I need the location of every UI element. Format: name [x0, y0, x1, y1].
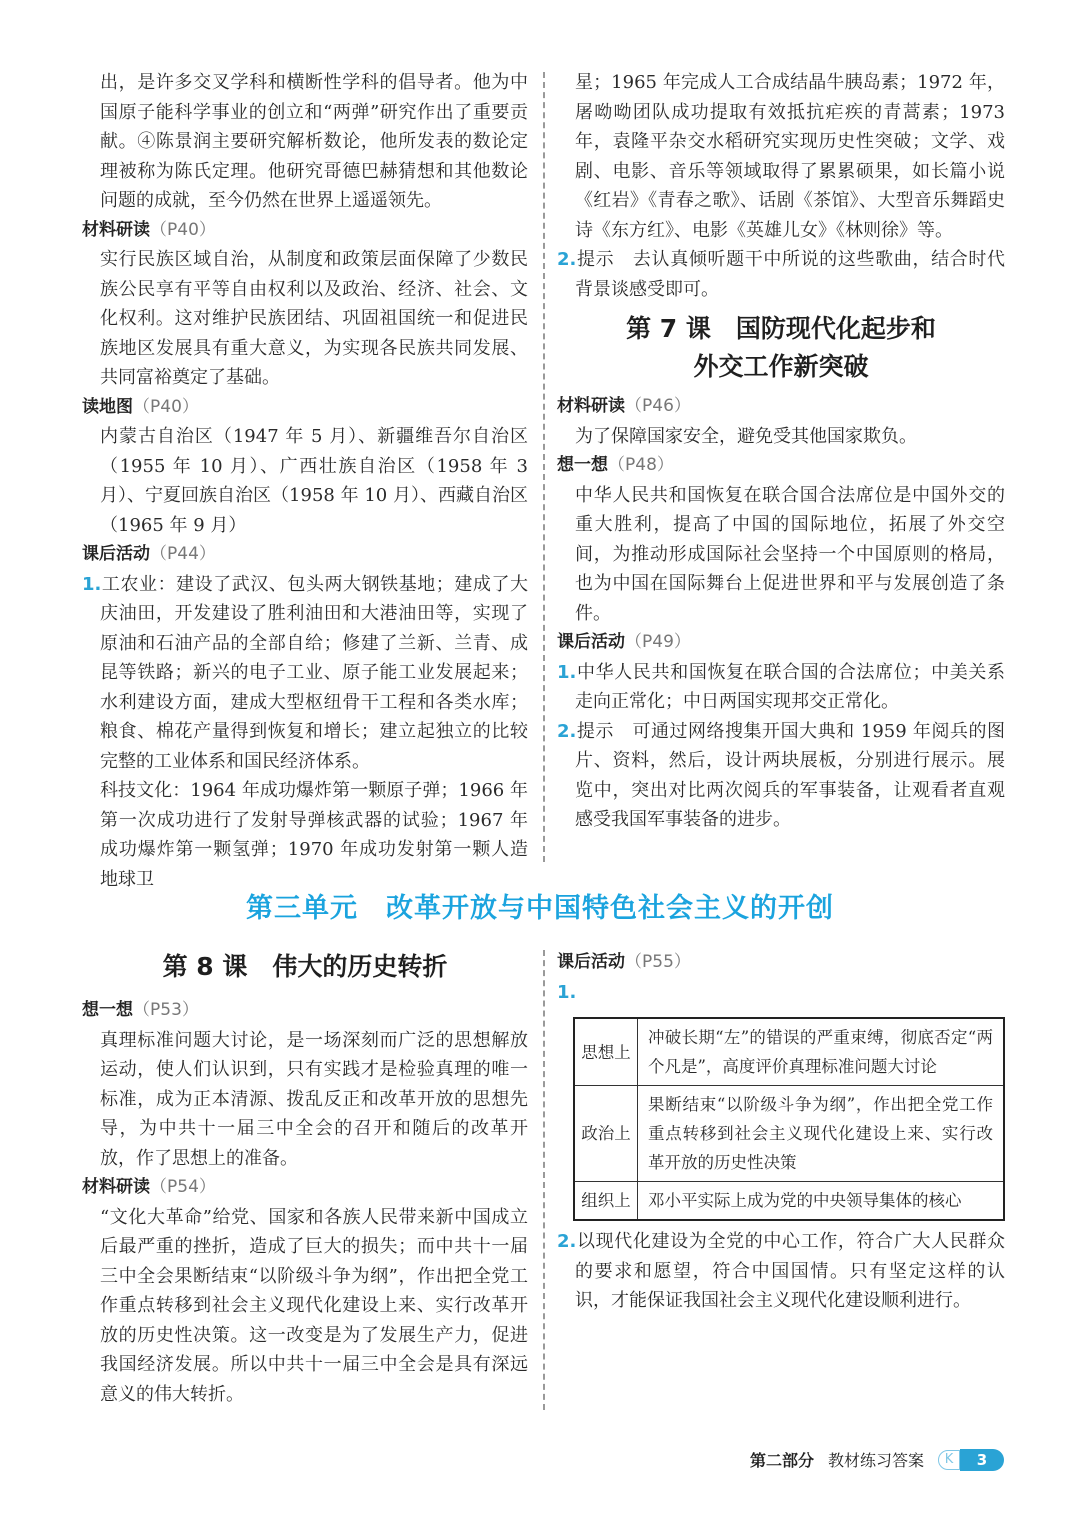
item-number: 2. [557, 249, 577, 270]
heading-text: 材料研读 [557, 396, 625, 416]
heading-page-ref: （P40） [133, 396, 199, 417]
answer-item-2 [557, 717, 1005, 835]
heading-page-ref: （P48） [608, 455, 674, 475]
left-column-top [82, 68, 528, 894]
left-column-bottom [82, 948, 528, 1409]
table-row-value: 邓小平实际上成为党的中央领导集体的核心 [638, 1182, 1005, 1221]
item-number: 2. [557, 1231, 577, 1252]
heading-page-ref: （P55） [625, 952, 691, 972]
heading-page-ref: （P46） [625, 396, 691, 416]
table-row [574, 1182, 1004, 1221]
heading-text: 课后活动 [82, 544, 150, 564]
right-column-top [557, 68, 1005, 835]
page-number: 3 [960, 1449, 1004, 1471]
answer-item-2 [557, 1227, 1005, 1316]
answer-item-1 [557, 658, 1005, 717]
heading-page-ref: （P53） [133, 1000, 199, 1020]
answer-text: 提示 去认真倾听题干中所说的这些歌曲，结合时代背景谈感受即可。 [575, 249, 1005, 300]
heading-text: 课后活动 [557, 952, 625, 972]
item-number: 1. [557, 981, 577, 1003]
answer-item-2 [557, 245, 1005, 304]
answer-item-1 [557, 978, 1005, 1008]
paragraph-science-culture: 科技文化：1964 年成功爆炸第一颗原子弹；1966 年第一次成功进行了发射导弹核武器的试验；1967 年成功爆炸第一颗氢弹；1970 年成功发射第一颗人造地球卫 [100, 780, 528, 890]
paragraph-regional-autonomy: 实行民族区域自治，从制度和政策层面保障了少数民族公民享有平等自由权利以及政治、经济、社会、文化权利。这对维护民族团结、巩固祖国统一和促进民族地区发展具有重大意义，为实现各民族共同发展、共同富裕奠定了基础。 [100, 249, 528, 388]
heading-page-ref: （P40） [150, 219, 216, 240]
lesson-7-title [557, 310, 1005, 386]
item-number: 2. [557, 720, 577, 742]
item-number: 1. [557, 661, 577, 683]
heading-after-class [557, 948, 1005, 978]
table-row [574, 1086, 1004, 1182]
answer-text: 提示 可通过网络搜集开国大典和 1959 年阅兵的图片、资料，然后，设计两块展板，分别进行展示。展览中，突出对比两次阅兵的军事装备，让观看者直观感受我国军事装备的进步。 [575, 720, 1005, 830]
table-row-value: 果断结束“以阶级斗争为纲”，作出把全党工作重点转移到社会主义现代化建设上来、实行改革开放的历史性决策 [638, 1086, 1005, 1182]
heading-text: 材料研读 [82, 219, 150, 240]
page-footer [750, 1448, 1004, 1471]
footer-section: 教材练习答案 [827, 1451, 924, 1470]
lesson-title-line-2: 外交工作新突破 [693, 352, 869, 381]
heading-think [557, 451, 1005, 481]
table-row-key: 思想上 [574, 1018, 638, 1086]
heading-text: 想一想 [557, 455, 608, 475]
paragraph-third-plenum: “文化大革命”给党、国家和各族人民带来新中国成立后最严重的挫折，造成了巨大的损失；而中共十一届三中全会果断结束“以阶级斗争为纲”，作出把全党工作重点转移到社会主义现代化建设上来、实行改革开放的历史性决策。这一改变是为了发展生产力，促进我国经济发展。所以中共十一届三中全会是具有深远意义的伟大转折。 [100, 1206, 528, 1405]
heading-text: 想一想 [82, 1000, 133, 1020]
heading-after-class [82, 540, 528, 570]
paragraph-scientists: 出，是许多交叉学科和横断性学科的倡导者。他为中国原子能科学事业的创立和“两弹”研究作出了重要贡献。④陈景润主要研究解析数论，他所发表的数论定理被称为陈氏定理。他研究哥德巴赫猜想和其他数论问题的成就，至今仍然在世界上遥遥领先。 [100, 72, 528, 211]
heading-text: 课后活动 [557, 632, 625, 652]
paragraph-truth-debate: 真理标准问题大讨论，是一场深刻而广泛的思想解放运动，使人们认识到，只有实践才是检验真理的唯一标准，成为正本清源、拨乱反正和改革开放的思想先导，为中共十一届三中全会的召开和随后的改革开放，作了思想上的准备。 [100, 1029, 528, 1169]
heading-text: 材料研读 [82, 1177, 150, 1197]
answer-text: 以现代化建设为全党的中心工作，符合广大人民群众的要求和愿望，符合中国国情。只有坚定这样的认识，才能保证我国社会主义现代化建设顺利进行。 [575, 1231, 1005, 1311]
heading-material-reading [557, 392, 1005, 422]
right-column-bottom [557, 948, 1005, 1316]
heading-after-class [557, 628, 1005, 658]
paragraph-autonomous-regions: 内蒙古自治区（1947 年 5 月）、新疆维吾尔自治区（1955 年 10 月）、广西壮族自治区（1958 年 3 月）、宁夏回族自治区（1958 年 10 月）、西藏自治区（1965 年 9 月） [100, 426, 528, 536]
unit-title: 第三单元 改革开放与中国特色社会主义的开创 [246, 893, 834, 924]
paragraph-national-security: 为了保障国家安全，避免受其他国家欺负。 [575, 425, 917, 447]
column-divider-bottom [543, 950, 545, 1410]
lesson-title-line-1: 第 7 课 国防现代化起步和 [626, 314, 936, 343]
table-row-key: 政治上 [574, 1086, 638, 1182]
heading-page-ref: （P54） [150, 1177, 216, 1197]
footer-part: 第二部分 [749, 1451, 814, 1470]
page-number-badge [938, 1449, 1004, 1471]
heading-read-map [82, 393, 528, 423]
heading-think [82, 996, 528, 1026]
badge-letter: K [938, 1450, 960, 1470]
paragraph-achievements: 星；1965 年完成人工合成结晶牛胰岛素；1972 年，屠呦呦团队成功提取有效抵抗疟疾的青蒿素；1973 年，袁隆平杂交水稻研究实现历史性突破；文学、戏剧、电影、音乐等领域取得了累累硕果，如长篇小说《红岩》《青春之歌》、话剧《茶馆》、大型音乐舞蹈史诗《东方红》、电影《英雄儿女》《林则徐》等。 [575, 72, 1005, 241]
heading-material-reading [82, 216, 528, 246]
paragraph-un-seat: 中华人民共和国恢复在联合国合法席位是中国外交的重大胜利，提高了中国的国际地位，拓展了外交空间，为推动形成国际社会坚持一个中国原则的格局，也为中国在国际舞台上促进世界和平与发展创造了条件。 [575, 484, 1005, 624]
column-divider-top [543, 72, 545, 862]
answer-text: 中华人民共和国恢复在联合国的合法席位；中美关系走向正常化；中日两国实现邦交正常化。 [575, 661, 1005, 712]
table-row-key: 组织上 [574, 1182, 638, 1221]
table-row [574, 1018, 1004, 1086]
heading-page-ref: （P49） [625, 632, 691, 652]
answer-text: 工农业：建设了武汉、包头两大钢铁基地；建成了大庆油田，开发建设了胜利油田和大港油田等，实现了原油和石油产品的全部自给；修建了兰新、兰青、成昆等铁路；新兴的电子工业、原子能工业发展起来；水利建设方面，建成大型枢纽骨干工程和各类水库；粮食、棉花产量得到恢复和增长；建立起独立的比较完整的工业体系和国民经济体系。 [100, 573, 528, 772]
answer-item-1 [82, 570, 528, 777]
lesson-8-title: 第 8 课 伟大的历史转折 [162, 952, 448, 981]
heading-material-reading [82, 1173, 528, 1203]
item-number: 1. [82, 573, 102, 595]
heading-page-ref: （P44） [150, 544, 216, 564]
answer-table [573, 1017, 1005, 1221]
heading-text: 读地图 [82, 396, 133, 417]
table-row-value: 冲破长期“左”的错误的严重束缚，彻底否定“两个凡是”，高度评价真理标准问题大讨论 [638, 1018, 1005, 1086]
